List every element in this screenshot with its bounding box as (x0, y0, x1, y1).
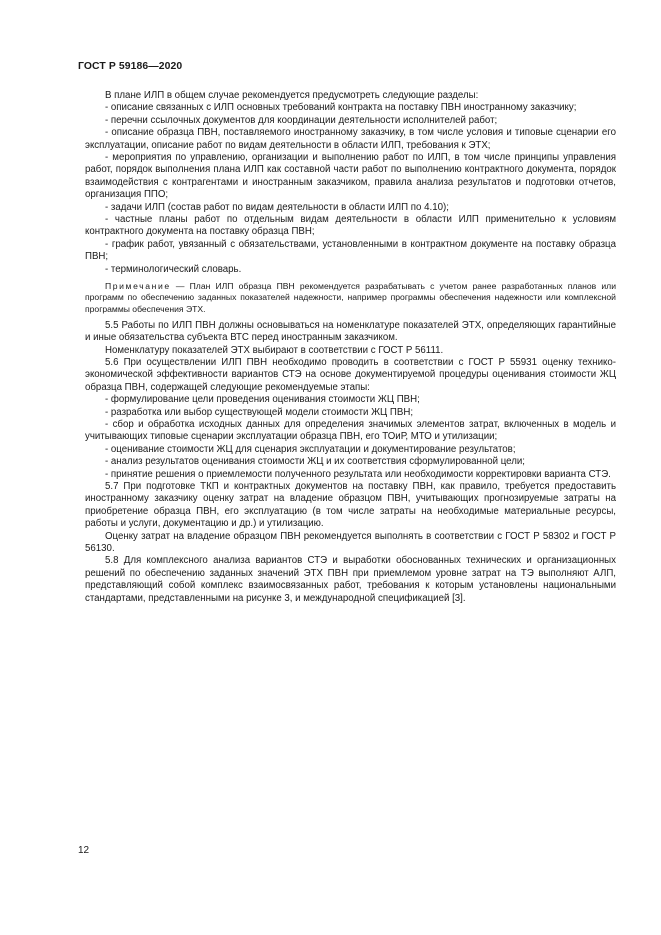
paragraph: 5.6 При осуществлении ИЛП ПВН необходимо проводить в соответствии с ГОСТ Р 55931 оценку технико-экономической эффективности вариантов СТЭ на основе документируемой процедуры оценивания стоимости ЖЦ образца ПВН, содержащей следующие рекомендуемые этапы: (85, 356, 616, 393)
note-text: — План ИЛП образца ПВН рекомендуется разрабатывать с учетом ранее разработанных планов или программ по обеспечению заданных показателей надежности, например программы обеспечения надежности или комплексной программы обеспечения ЭТХ. (85, 281, 616, 314)
list-item: - перечни ссылочных документов для координации деятельности исполнителей работ; (105, 114, 498, 126)
list-item: - мероприятия по управлению, организации и выполнению работ по ИЛП, в том числе принципы управления работ, порядок выполнения плана ИЛП как составной части работ по выполнению контрактного документа, порядок взаимодействия с контрагентами и иностранным заказчиком, правила анализа результатов и подготовки отчетов, организация ППО; (85, 152, 616, 201)
note (85, 281, 616, 315)
list-item: - задачи ИЛП (состав работ по видам деятельности в области ИЛП по 4.10); (105, 201, 449, 213)
list-item: - оценивание стоимости ЖЦ для сценария эксплуатации и документирование результатов; (105, 443, 516, 455)
page-number: 12 (78, 845, 90, 856)
paragraph: В плане ИЛП в общем случае рекомендуется предусмотреть следующие разделы: (105, 90, 479, 101)
paragraph: Номенклатуру показателей ЭТХ выбирают в соответствии с ГОСТ Р 56111. (105, 344, 444, 356)
list-item: - частные планы работ по отдельным видам деятельности в области ИЛП применительно к условиям контрактного документа на поставку образца ПВН; (85, 214, 616, 238)
list-item: - анализ результатов оценивания стоимости ЖЦ и их соответствия сформулированной цели; (105, 456, 525, 468)
paragraph: Оценку затрат на владение образцом ПВН рекомендуется выполнять в соответствии с ГОСТ Р 58302 и ГОСТ Р 56130. (85, 530, 616, 555)
list-item: - описание связанных с ИЛП основных требований контракта на поставку ПВН иностранному заказчику; (105, 102, 577, 114)
paragraph: 5.8 Для комплексного анализа вариантов СТЭ и выработки обоснованных технических и организационных решений по обеспечению заданных значений ЭТХ ПВН при приемлемом уровне затрат на ТЭ выполняют АЛП, представляющий собой комплекс взаимосвязанных работ, требования к которым установлены национальными стандартами, представленными на рисунке 3, и международной спецификацией [3]. (85, 555, 616, 604)
note-label: Примечание (105, 281, 171, 292)
list-item: - разработка или выбор существующей модели стоимости ЖЦ ПВН; (105, 406, 414, 418)
list-item: - описание образца ПВН, поставляемого иностранному заказчику, в том числе условия и типовые сценарии его эксплуатации, описание работ по видам деятельности в области ИЛП, требования к ЭТХ; (85, 127, 616, 151)
document-body (85, 90, 616, 605)
list-item: - принятие решения о приемлемости полученного результата или необходимости корректировки варианта СТЭ. (105, 468, 611, 480)
paragraph: 5.7 При подготовке ТКП и контрактных документов на поставку ПВН, как правило, требуется предоставить иностранному заказчику оценку затрат на владение образцом ПВН, учитывающих прогнозируемые затраты на приобретение образца ПВН, его эксплуатацию (в том числе затраты на необходимые материальные ресурсы, работы и услуги, документацию и др.) и утилизацию. (85, 480, 616, 530)
paragraph: 5.5 Работы по ИЛП ПВН должны основываться на номенклатуре показателей ЭТХ, определяющих гарантийные и иные обязательства субъекта ВТС перед иностранным заказчиком. (85, 319, 616, 344)
list-item: - график работ, увязанный с обязательствами, установленными в контрактном документе на поставку образца ПВН; (85, 238, 616, 263)
list-item: - сбор и обработка исходных данных для определения значимых элементов затрат, включенных в модель и учитывающих типовые сценарии эксплуатации образца ПВН, его ТОиР, МТО и утилизации; (85, 418, 616, 443)
list-item: - формулирование цели проведения оценивания стоимости ЖЦ ПВН; (105, 394, 420, 406)
list-item: - терминологический словарь. (105, 263, 242, 275)
document-header: ГОСТ Р 59186—2020 (78, 61, 183, 72)
